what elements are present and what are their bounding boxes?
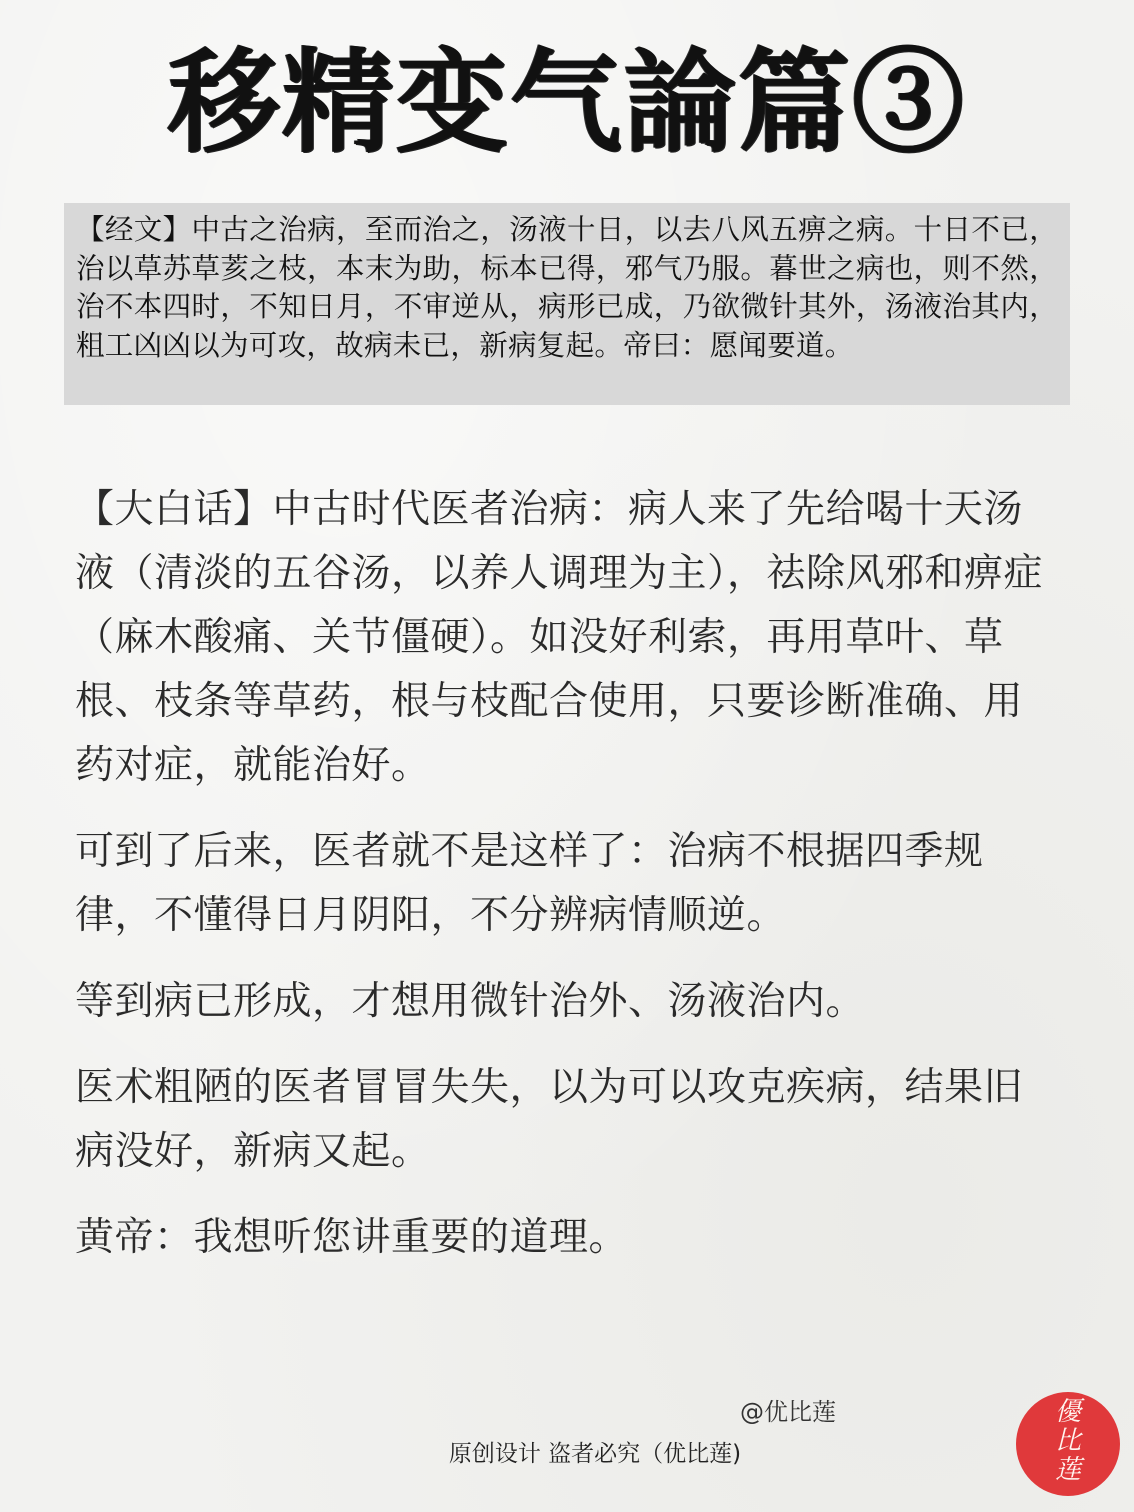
translation-section	[75, 478, 1060, 1292]
copyright-notice: 原创设计 盗者必究（优比莲)	[448, 1441, 742, 1467]
seal-char: 莲	[1054, 1455, 1081, 1485]
translation-paragraph: 黄帝：我想听您讲重要的道理。	[75, 1215, 629, 1260]
seal-text	[1016, 1398, 1120, 1485]
seal-logo	[1016, 1392, 1120, 1496]
seal-char: 優	[1054, 1397, 1081, 1427]
translation-paragraph: 可到了后来，医者就不是这样了：治病不根据四季规律，不懂得日月阴阳，不分辨病情顺逆。	[75, 829, 984, 938]
seal-char: 比	[1054, 1426, 1081, 1456]
page-title: 移精变气論篇③	[168, 37, 966, 168]
author-handle: @优比莲	[740, 1398, 836, 1426]
translation-paragraph: 医术粗陋的医者冒冒失失，以为可以攻克疾病，结果旧病没好，新病又起。	[75, 1065, 1024, 1174]
translation-paragraph: 【大白话】中古时代医者治病：病人来了先给喝十天汤液（清淡的五谷汤，以养人调理为主），祛除风邪和痹症（麻木酸痛、关节僵硬）。如没好利索，再用草叶、草根、枝条等草药，根与枝配合使用，只要诊断准确、用药对症，就能治好。	[75, 487, 1044, 788]
translation-paragraph: 等到病已形成，才想用微针治外、汤液治内。	[75, 979, 866, 1024]
classic-text-box	[64, 203, 1070, 405]
classic-text: 【经文】中古之治病，至而治之，汤液十日，以去八风五痹之病。十日不已，治以草苏草荄之枝，本末为助，标本已得，邪气乃服。暮世之病也，则不然，治不本四时，不知日月，不审逆从，病形已成，乃欲微针其外，汤液治其内，粗工凶凶以为可攻，故病未已，新病复起。帝曰：愿闻要道。	[76, 213, 1058, 362]
